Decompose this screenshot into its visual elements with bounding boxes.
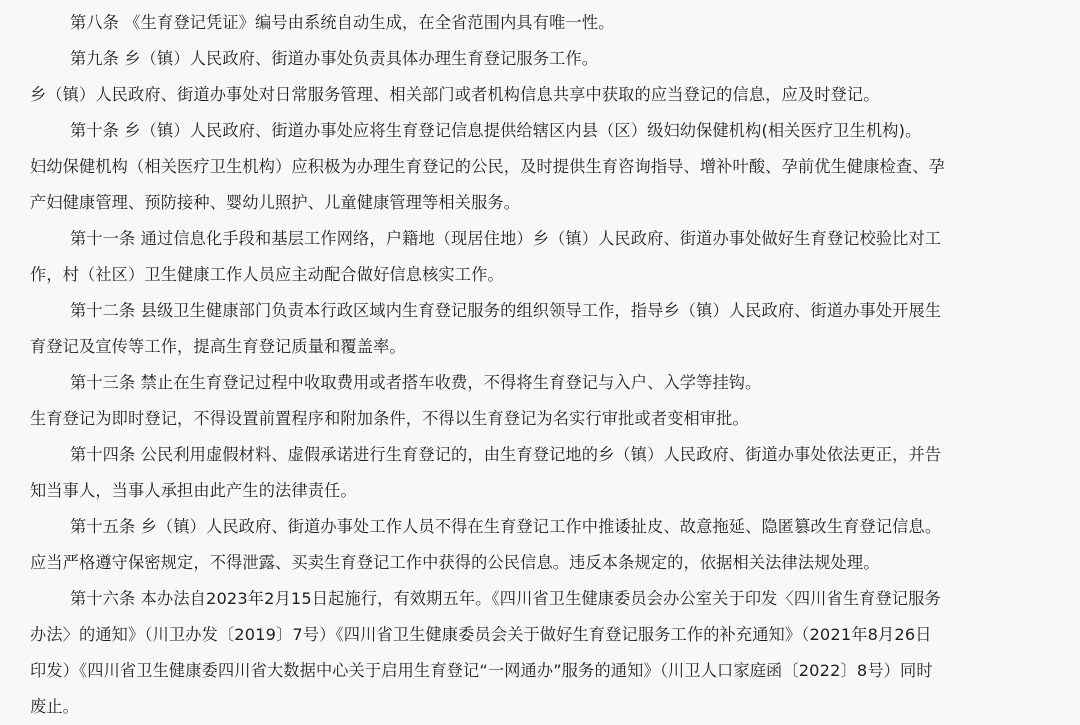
paragraph bbox=[30, 401, 1050, 437]
paragraph-line: 第十三条 禁止在生育登记过程中收取费用或者搭车收费，不得将生育登记与入户、入学等挂钩。 bbox=[70, 373, 762, 392]
paragraph-line: 印发）《四川省卫生健康委四川省大数据中心关于启用生育登记“一网通办”服务的通知》（川卫人口家庭函〔2022〕8号）同时 bbox=[30, 661, 933, 680]
paragraph bbox=[30, 41, 1050, 77]
paragraph-line: 废止。 bbox=[30, 697, 80, 716]
paragraph bbox=[30, 113, 1050, 149]
paragraph-line: 知当事人，当事人承担由此产生的法律责任。 bbox=[30, 481, 357, 500]
paragraph-line: 第八条 《生育登记凭证》编号由系统自动生成，在全省范围内具有唯一性。 bbox=[70, 13, 615, 32]
paragraph-line: 第十一条 通过信息化手段和基层工作网络，户籍地（现居住地）乡（镇）人民政府、街道办事处做好生育登记校验比对工 bbox=[70, 229, 942, 248]
paragraph-line: 第十条 乡（镇）人民政府、街道办事处应将生育登记信息提供给辖区内县（区）级妇幼保健机构(相关医疗卫生机构)。 bbox=[70, 121, 922, 140]
paragraph bbox=[30, 437, 1050, 509]
paragraph bbox=[30, 293, 1050, 365]
paragraph-line: 第十二条 县级卫生健康部门负责本行政区域内生育登记服务的组织领导工作，指导乡（镇）人民政府、街道办事处开展生 bbox=[70, 301, 942, 320]
paragraph bbox=[30, 365, 1050, 401]
paragraph-line: 育登记及宣传等工作，提高生育登记质量和覆盖率。 bbox=[30, 337, 406, 356]
paragraph-line: 妇幼保健机构（相关医疗卫生机构）应积极为办理生育登记的公民，及时提供生育咨询指导、增补叶酸、孕前优生健康检查、孕 bbox=[30, 157, 945, 176]
paragraph-line: 产妇健康管理、预防接种、婴幼儿照护、儿童健康管理等相关服务。 bbox=[30, 193, 521, 212]
paragraph bbox=[30, 509, 1050, 545]
paragraph bbox=[30, 221, 1050, 293]
paragraph-line: 作，村（社区）卫生健康工作人员应主动配合做好信息核实工作。 bbox=[30, 265, 504, 284]
paragraph-line: 乡（镇）人民政府、街道办事处对日常服务管理、相关部门或者机构信息共享中获取的应当登记的信息，应及时登记。 bbox=[30, 85, 880, 104]
paragraph-line: 第十四条 公民利用虚假材料、虚假承诺进行生育登记的，由生育登记地的乡（镇）人民政府、街道办事处依法更正，并告 bbox=[70, 445, 942, 464]
paragraph bbox=[30, 581, 1050, 725]
paragraph-line: 应当严格遵守保密规定，不得泄露、买卖生育登记工作中获得的公民信息。违反本条规定的，依据相关法律法规处理。 bbox=[30, 553, 880, 572]
paragraph-line: 第十五条 乡（镇）人民政府、街道办事处工作人员不得在生育登记工作中推诿扯皮、故意拖延、隐匿篡改生育登记信息。 bbox=[70, 517, 942, 536]
paragraph bbox=[30, 5, 1050, 41]
paragraph-line: 第九条 乡（镇）人民政府、街道办事处负责具体办理生育登记服务工作。 bbox=[70, 49, 599, 68]
paragraph-line: 办法〉的通知》（川卫办发〔2019〕7号）《四川省卫生健康委员会关于做好生育登记服务工作的补充通知》（2021年8月26日 bbox=[30, 625, 932, 644]
paragraph-line: 生育登记为即时登记，不得设置前置程序和附加条件，不得以生育登记为名实行审批或者变相审批。 bbox=[30, 409, 749, 428]
paragraph bbox=[30, 77, 1050, 113]
paragraph bbox=[30, 545, 1050, 581]
paragraph-line: 第十六条 本办法自2023年2月15日起施行，有效期五年。《四川省卫生健康委员会办公室关于印发〈四川省生育登记服务 bbox=[70, 589, 941, 608]
paragraph bbox=[30, 149, 1050, 221]
